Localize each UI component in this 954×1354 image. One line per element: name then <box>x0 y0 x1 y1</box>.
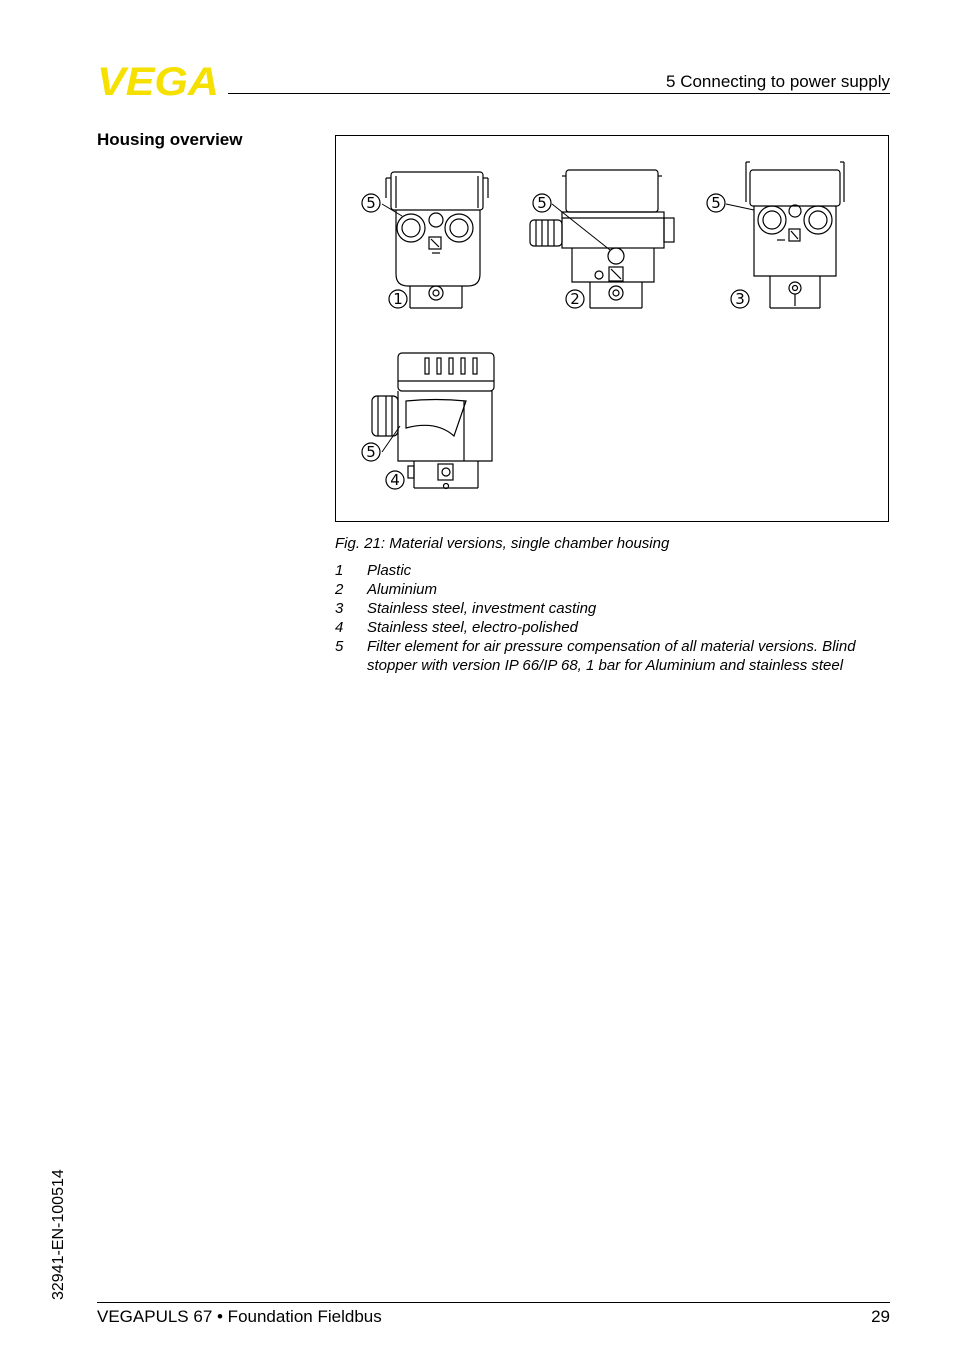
callout-5-d <box>362 443 380 461</box>
callout-1 <box>389 290 407 308</box>
housing-aluminium-drawing <box>530 170 674 308</box>
figure-legend <box>335 561 895 675</box>
svg-text:5: 5 <box>366 443 376 461</box>
svg-text:5: 5 <box>537 194 547 212</box>
legend-number: 3 <box>335 600 344 617</box>
callout-3 <box>731 290 749 308</box>
callout-leaders <box>382 204 754 452</box>
figure-caption: Fig. 21: Material versions, single chamber housing <box>335 535 670 552</box>
callout-5-b <box>533 194 551 212</box>
legend-text: Aluminium <box>367 581 438 598</box>
housing-stainless-polished-drawing <box>372 353 494 489</box>
legend-number: 2 <box>335 581 344 598</box>
figure-frame <box>335 135 889 522</box>
svg-text:5: 5 <box>366 194 376 212</box>
chapter-heading: 5 Connecting to power supply <box>666 72 890 91</box>
housing-stainless-casting-drawing <box>746 162 844 308</box>
housing-drawings <box>336 136 890 523</box>
header-rule <box>228 93 890 94</box>
svg-text:3: 3 <box>735 290 745 308</box>
legend-item <box>335 637 895 675</box>
svg-text:4: 4 <box>390 471 400 489</box>
legend-number: 1 <box>335 562 344 579</box>
callout-4 <box>386 471 404 489</box>
legend-item <box>335 561 895 580</box>
footer-product: VEGAPULS 67 • Foundation Fieldbus <box>97 1307 382 1326</box>
logo-text: VEGA <box>97 64 219 98</box>
housing-plastic-drawing <box>386 172 488 308</box>
document-id: 32941-EN-100514 <box>50 1169 67 1300</box>
footer-rule <box>97 1302 890 1303</box>
legend-item <box>335 599 895 618</box>
svg-text:5: 5 <box>711 194 721 212</box>
legend-item <box>335 580 895 599</box>
svg-text:1: 1 <box>393 290 403 308</box>
legend-text: Stainless steel, electro-polished <box>367 619 578 636</box>
legend-number: 4 <box>335 619 344 636</box>
legend-item <box>335 618 895 637</box>
svg-text:2: 2 <box>570 290 580 308</box>
legend-text: Stainless steel, investment casting <box>367 600 597 617</box>
section-title: Housing overview <box>97 130 243 149</box>
vega-logo <box>97 64 222 98</box>
legend-text: Filter element for air pressure compensation of all material versions. Blind stopper with version IP 66/IP 68, 1 bar for Aluminium and stainless steel <box>367 638 856 674</box>
callout-2 <box>566 290 584 308</box>
callout-5-a <box>362 194 380 212</box>
legend-text: Plastic <box>367 562 412 579</box>
legend-number: 5 <box>335 638 344 655</box>
callout-5-c <box>707 194 725 212</box>
page-number: 29 <box>871 1307 890 1326</box>
